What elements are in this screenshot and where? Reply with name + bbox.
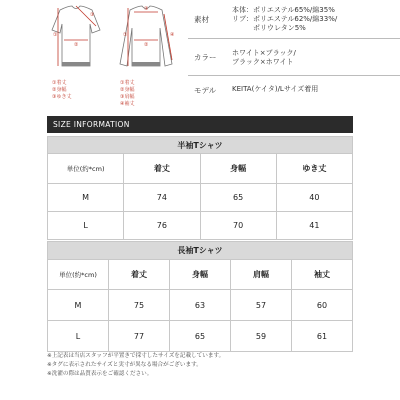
spec-label: カラー [194,52,217,62]
column-header: ゆき丈 [276,154,352,184]
legend-tshirt: ①着丈 ②身幅 ③ゆき丈 [52,80,72,100]
marker-3-left: ③ [90,12,95,18]
value-cell: 63 [170,290,231,321]
value-cell: 65 [170,321,231,352]
marker-2-right: ② [144,42,149,48]
spec-value: 本体：ポリエステル65%/綿35% リブ：ポリエステル62%/綿33%/ ポリウレタン5% [232,6,338,32]
value-cell: 75 [109,290,170,321]
column-header: 袖丈 [292,260,353,290]
column-header: 身幅 [170,260,231,290]
spec-value: KEITA(ケイタ)/Lサイズ着用 [232,85,319,93]
marker-3-right: ③ [144,6,149,12]
marker-1-right: ① [123,32,128,38]
marker-2-left: ② [74,42,79,48]
column-header: 肩幅 [231,260,292,290]
notes [47,352,353,379]
table-row [48,290,353,321]
spec-label: モデル [194,85,217,95]
column-header: 身幅 [200,154,276,184]
spec-label: 素材 [194,14,209,24]
value-cell: 77 [109,321,170,352]
value-cell: 59 [231,321,292,352]
value-cell: 41 [276,212,352,240]
measure-lines [58,6,172,66]
table-row [48,321,353,352]
table-title: 半袖Tシャツ [48,137,353,154]
note-line: ※タグに表示されたサイズと実寸が異なる場合がございます。 [47,362,202,368]
size-cell: L [48,321,109,352]
note-line: ※洗濯の際は品質表示をご確認ください。 [47,371,153,377]
garment-diagrams [38,0,188,105]
unit-label: 単位(約*cm) [48,154,124,184]
value-cell: 70 [200,212,276,240]
column-header: 着丈 [109,260,170,290]
value-cell: 61 [292,321,353,352]
unit-label: 単位(約*cm) [48,260,109,290]
value-cell: 74 [124,184,200,212]
marker-1-left: ① [53,32,58,38]
size-table-short-sleeve [47,136,353,240]
value-cell: 40 [276,184,352,212]
legend-longsleeve: ①着丈 ②身幅 ③肩幅 ④袖丈 [120,80,135,107]
table-row [48,212,353,240]
size-cell: L [48,212,124,240]
spec-value: ホワイト×ブラック/ ブラック×ホワイト [232,49,296,66]
value-cell: 57 [231,290,292,321]
marker-4-right: ④ [170,32,175,38]
spec-table [188,0,400,104]
value-cell: 76 [124,212,200,240]
column-header: 着丈 [124,154,200,184]
spec-row-model [188,76,400,104]
size-cell: M [48,290,109,321]
table-row [48,184,353,212]
size-table-long-sleeve [47,241,353,352]
size-cell: M [48,184,124,212]
value-cell: 60 [292,290,353,321]
spec-row-material [188,0,400,39]
garment-illustration [38,0,188,80]
note-line: ※上記表は当店スタッフが平置きで採寸したサイズを記載しています。 [47,353,225,359]
table-title: 長袖Tシャツ [48,242,353,260]
value-cell: 65 [200,184,276,212]
size-information-header: SIZE INFORMATION [47,116,353,133]
spec-row-color [188,39,400,76]
